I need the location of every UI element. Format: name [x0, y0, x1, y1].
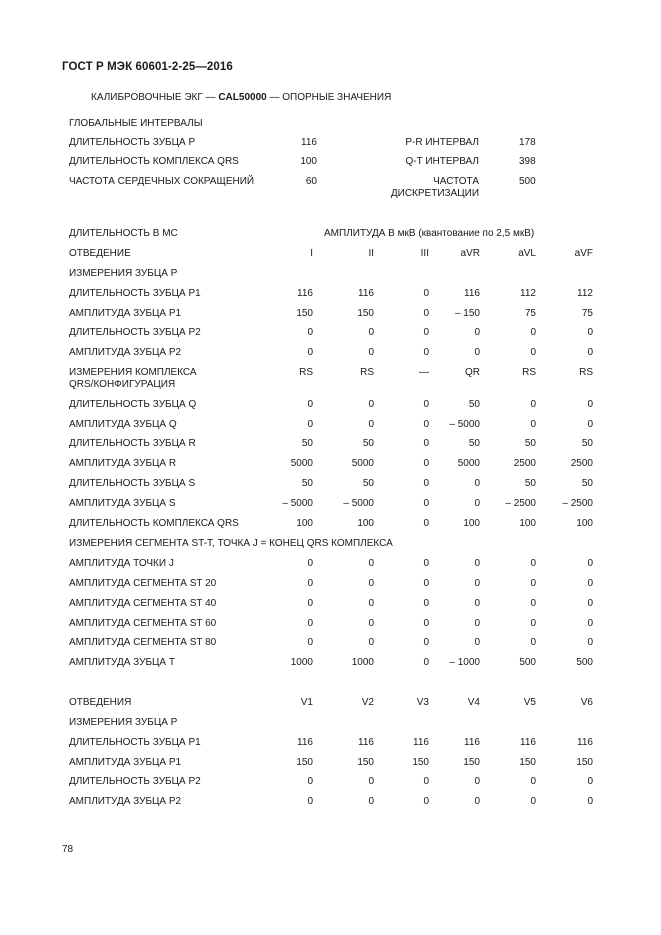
table-cell: 116: [464, 288, 480, 299]
table-cell: 0: [423, 438, 429, 449]
table-cell: 0: [368, 618, 374, 629]
table-cell: 0: [423, 419, 429, 430]
table-cell: 100: [463, 518, 480, 529]
table-cell: RS: [299, 367, 313, 378]
table-cell: 0: [587, 796, 593, 807]
global-label2: Q-T ИНТЕРВАЛ: [405, 156, 479, 167]
table-cell: 0: [307, 558, 313, 569]
table-cell: 0: [423, 518, 429, 529]
table-cell: 0: [368, 399, 374, 410]
table-cell: 0: [587, 558, 593, 569]
table-cell: 0: [423, 478, 429, 489]
global-value: 116: [301, 137, 317, 148]
table-cell: 0: [423, 399, 429, 410]
table-cell: 0: [307, 327, 313, 338]
table-cell: 0: [423, 598, 429, 609]
table-cell: 0: [474, 796, 480, 807]
row-label: АМПЛИТУДА СЕГМЕНТА ST 20: [69, 578, 217, 589]
caption-prefix: КАЛИБРОВОЧНЫЕ ЭКГ —: [91, 92, 219, 103]
table-cell: 0: [530, 558, 536, 569]
table-cell: 0: [368, 327, 374, 338]
row-label: ДЛИТЕЛЬНОСТЬ ЗУБЦА P1: [69, 737, 201, 748]
table-cell: 0: [474, 578, 480, 589]
table-cell: 0: [423, 796, 429, 807]
table-cell: 0: [368, 796, 374, 807]
table-cell: 500: [519, 657, 536, 668]
table-cell: 50: [468, 399, 480, 410]
table-cell: 0: [423, 637, 429, 648]
table-cell: 0: [530, 776, 536, 787]
table-cell: 0: [587, 598, 593, 609]
section-title: ИЗМЕРЕНИЯ СЕГМЕНТА ST-T, ТОЧКА J = КОНЕЦ QRS КОМПЛЕКСА: [69, 538, 393, 549]
table-cell: 0: [307, 776, 313, 787]
table-cell: 5000: [351, 458, 374, 469]
table-cell: 0: [587, 618, 593, 629]
table-cell: 0: [587, 347, 593, 358]
table-cell: – 5000: [282, 498, 313, 509]
table-cell: 0: [368, 578, 374, 589]
table-cell: 0: [368, 419, 374, 430]
table-cell: 5000: [457, 458, 480, 469]
table-cell: 0: [587, 399, 593, 410]
table-cell: – 1000: [449, 657, 480, 668]
table-cell: 150: [576, 757, 593, 768]
global-value: 60: [305, 176, 317, 187]
qrs-config-label: [69, 367, 294, 391]
table-cell: 100: [519, 518, 536, 529]
lead-header: aVL: [518, 248, 536, 259]
table-cell: 50: [301, 478, 313, 489]
table-cell: 0: [530, 419, 536, 430]
table-cell: 100: [357, 518, 374, 529]
table-cell: 0: [307, 419, 313, 430]
row-label: АМПЛИТУДА ЗУБЦА S: [69, 498, 176, 509]
page-number: 78: [62, 844, 74, 855]
table-cell: 150: [357, 308, 374, 319]
table-cell: 0: [368, 598, 374, 609]
row-label: АМПЛИТУДА ЗУБЦА P2: [69, 796, 182, 807]
row-label: АМПЛИТУДА ЗУБЦА R: [69, 458, 177, 469]
table-cell: 2500: [570, 458, 593, 469]
table-cell: 50: [362, 438, 374, 449]
row-label: АМПЛИТУДА ЗУБЦА T: [69, 657, 175, 668]
global-label2-line1: ЧАСТОТА: [433, 176, 479, 187]
table-cell: 100: [576, 518, 593, 529]
table-cell: 0: [423, 327, 429, 338]
table-cell: 116: [413, 737, 429, 748]
table-cell: 0: [423, 458, 429, 469]
row-label: ДЛИТЕЛЬНОСТЬ ЗУБЦА P2: [69, 327, 201, 338]
global-label2: P-R ИНТЕРВАЛ: [405, 137, 479, 148]
table-cell: 1000: [290, 657, 313, 668]
table-cell: 0: [423, 288, 429, 299]
table-cell: 75: [524, 308, 536, 319]
table-cell: QR: [465, 367, 480, 378]
global-label2-line2: ДИСКРЕТИЗАЦИИ: [390, 188, 479, 199]
global-label2: [370, 176, 479, 200]
table-cell: 0: [474, 618, 480, 629]
table-cell: 0: [530, 598, 536, 609]
global-intervals-title: ГЛОБАЛЬНЫЕ ИНТЕРВАЛЫ: [69, 118, 203, 129]
table-cell: 0: [530, 796, 536, 807]
lead-header: aVR: [460, 248, 480, 259]
table-cell: 116: [358, 288, 374, 299]
table-cell: 5000: [290, 458, 313, 469]
caption-bold: CAL50000: [218, 92, 267, 103]
qrs-config-label-line1: ИЗМЕРЕНИЯ КОМПЛЕКСА: [69, 367, 197, 378]
table-cell: 0: [368, 637, 374, 648]
lead-header: II: [368, 248, 374, 259]
table-cell: 0: [474, 498, 480, 509]
row-label: АМПЛИТУДА ТОЧКИ J: [69, 558, 174, 569]
lead-header: III: [420, 248, 429, 259]
table-cell: 0: [307, 796, 313, 807]
lead-header: V5: [523, 697, 536, 708]
table-cell: 0: [368, 558, 374, 569]
table-cell: – 2500: [505, 498, 536, 509]
table-cell: 116: [297, 288, 313, 299]
row-label: АМПЛИТУДА ЗУБЦА P2: [69, 347, 182, 358]
table-cell: 50: [581, 478, 593, 489]
table-cell: – 150: [454, 308, 480, 319]
lead-header: V1: [300, 697, 313, 708]
row-label: АМПЛИТУДА СЕГМЕНТА ST 60: [69, 618, 217, 629]
table-cell: 150: [412, 757, 429, 768]
row-label: АМПЛИТУДА ЗУБЦА P1: [69, 757, 182, 768]
table-cell: 0: [587, 776, 593, 787]
section-title: ИЗМЕРЕНИЯ ЗУБЦА P: [69, 268, 178, 279]
row-label: АМПЛИТУДА СЕГМЕНТА ST 80: [69, 637, 217, 648]
row-label: ДЛИТЕЛЬНОСТЬ ЗУБЦА S: [69, 478, 196, 489]
table-cell: 0: [423, 578, 429, 589]
table-cell: 0: [474, 347, 480, 358]
table-cell: —: [419, 367, 429, 378]
table-cell: 75: [581, 308, 593, 319]
lead-header: I: [310, 248, 313, 259]
table-cell: 0: [587, 578, 593, 589]
row-label: АМПЛИТУДА ЗУБЦА Q: [69, 419, 177, 430]
table-cell: – 5000: [449, 419, 480, 430]
caption-suffix: — ОПОРНЫЕ ЗНАЧЕНИЯ: [266, 92, 392, 103]
table-cell: 0: [423, 618, 429, 629]
table-cell: 0: [423, 558, 429, 569]
global-label: ЧАСТОТА СЕРДЕЧНЫХ СОКРАЩЕНИЙ: [69, 176, 255, 187]
table-cell: 0: [474, 327, 480, 338]
table-cell: RS: [522, 367, 536, 378]
table-cell: RS: [360, 367, 374, 378]
row-label: ДЛИТЕЛЬНОСТЬ ЗУБЦА R: [69, 438, 196, 449]
table-cell: 0: [474, 558, 480, 569]
table-cell: 112: [520, 288, 536, 299]
table-cell: 150: [357, 757, 374, 768]
table-cell: 50: [581, 438, 593, 449]
table-cell: 0: [474, 478, 480, 489]
row-label: АМПЛИТУДА ЗУБЦА P1: [69, 308, 182, 319]
document-header: ГОСТ Р МЭК 60601-2-25—2016: [62, 61, 233, 73]
table-cell: 0: [307, 347, 313, 358]
table-cell: – 2500: [562, 498, 593, 509]
table-cell: 0: [474, 637, 480, 648]
table-cell: 116: [520, 737, 536, 748]
lead-header-label: ОТВЕДЕНИЕ: [69, 248, 131, 259]
table-cell: 0: [474, 776, 480, 787]
table-cell: 150: [296, 308, 313, 319]
table-cell: 2500: [513, 458, 536, 469]
global-value2: 398: [519, 156, 536, 167]
global-label: ДЛИТЕЛЬНОСТЬ ЗУБЦА P: [69, 137, 196, 148]
table-cell: 0: [530, 327, 536, 338]
table-cell: 150: [463, 757, 480, 768]
table-cell: 500: [576, 657, 593, 668]
table-cell: 50: [524, 478, 536, 489]
table-cell: 116: [577, 737, 593, 748]
table-cell: RS: [579, 367, 593, 378]
table-cell: 1000: [351, 657, 374, 668]
row-label: ДЛИТЕЛЬНОСТЬ ЗУБЦА P2: [69, 776, 201, 787]
table-cell: 116: [358, 737, 374, 748]
global-value2: 500: [519, 176, 536, 187]
row-label: ДЛИТЕЛЬНОСТЬ ЗУБЦА P1: [69, 288, 201, 299]
row-label: ДЛИТЕЛЬНОСТЬ КОМПЛЕКСА QRS: [69, 518, 239, 529]
row-label: АМПЛИТУДА СЕГМЕНТА ST 40: [69, 598, 217, 609]
table-cell: 0: [474, 598, 480, 609]
table-cell: 0: [423, 657, 429, 668]
table-cell: 0: [423, 347, 429, 358]
table-cell: 0: [587, 419, 593, 430]
table-cell: 0: [530, 347, 536, 358]
table-cell: 116: [297, 737, 313, 748]
table-cell: 0: [307, 399, 313, 410]
table-cell: 0: [423, 308, 429, 319]
table-cell: 0: [587, 327, 593, 338]
table-cell: 0: [307, 598, 313, 609]
table-cell: 50: [468, 438, 480, 449]
lead-header: V6: [580, 697, 593, 708]
table-cell: 50: [301, 438, 313, 449]
table-cell: 0: [423, 498, 429, 509]
table-cell: 50: [524, 438, 536, 449]
table-cell: 0: [530, 578, 536, 589]
lead-header-label: ОТВЕДЕНИЯ: [69, 697, 132, 708]
global-label: ДЛИТЕЛЬНОСТЬ КОМПЛЕКСА QRS: [69, 156, 239, 167]
qrs-config-label-line2: QRS/КОНФИГУРАЦИЯ: [69, 379, 176, 390]
table-cell: 0: [587, 637, 593, 648]
table-cell: 150: [519, 757, 536, 768]
global-value2: 178: [519, 137, 536, 148]
row-label: ДЛИТЕЛЬНОСТЬ ЗУБЦА Q: [69, 399, 197, 410]
lead-header: V2: [361, 697, 374, 708]
duration-units-label: ДЛИТЕЛЬНОСТЬ В МС: [69, 228, 178, 239]
lead-header: aVF: [574, 248, 593, 259]
table-cell: 0: [368, 347, 374, 358]
table-cell: 0: [368, 776, 374, 787]
table-cell: 0: [307, 618, 313, 629]
table-cell: 112: [577, 288, 593, 299]
lead-header: V4: [467, 697, 480, 708]
global-value: 100: [300, 156, 317, 167]
table-cell: 0: [530, 637, 536, 648]
section-title: ИЗМЕРЕНИЯ ЗУБЦА P: [69, 717, 178, 728]
table-caption: [91, 92, 391, 103]
amplitude-units-label: АМПЛИТУДА В мкВ (квантование по 2,5 мкВ): [324, 228, 535, 239]
table-cell: 0: [423, 776, 429, 787]
table-cell: 0: [307, 578, 313, 589]
lead-header: V3: [416, 697, 429, 708]
table-cell: 50: [362, 478, 374, 489]
table-cell: 100: [296, 518, 313, 529]
table-cell: 116: [464, 737, 480, 748]
table-cell: 150: [296, 757, 313, 768]
table-cell: 0: [530, 618, 536, 629]
table-cell: – 5000: [343, 498, 374, 509]
table-cell: 0: [530, 399, 536, 410]
table-cell: 0: [307, 637, 313, 648]
